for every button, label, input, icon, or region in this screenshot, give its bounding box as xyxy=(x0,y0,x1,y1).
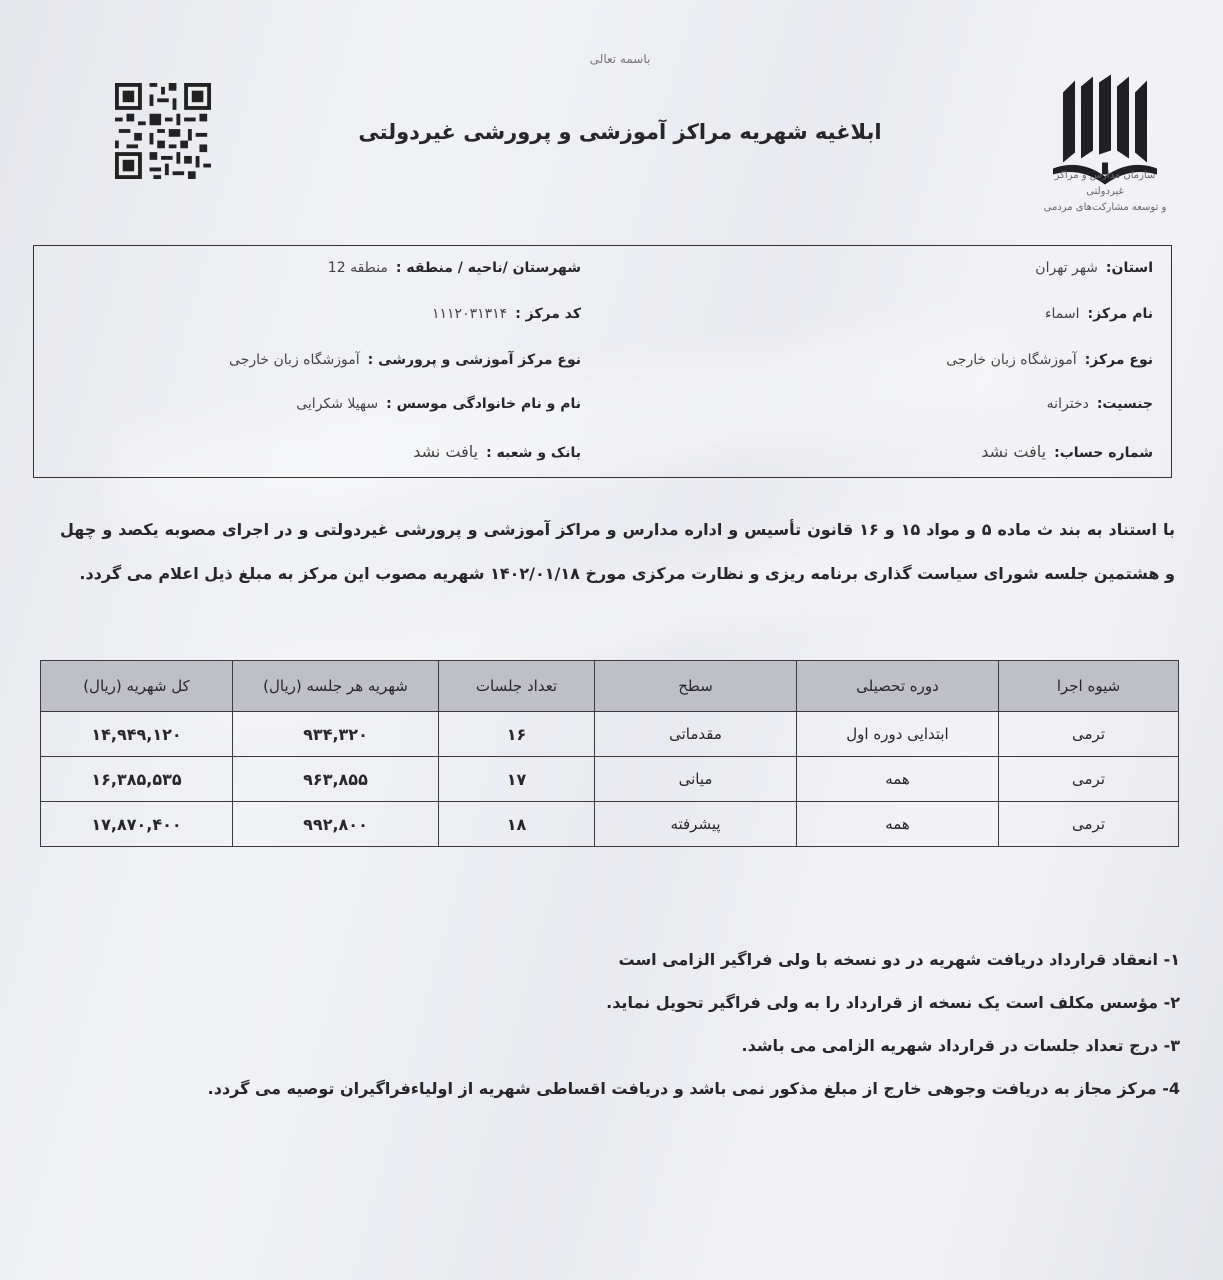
qr-code-icon xyxy=(113,83,213,179)
cell-session-count: ۱۷ xyxy=(439,757,595,802)
cell-delivery-method: ترمی xyxy=(999,757,1179,802)
cell-total-fee: ۱۶,۳۸۵,۵۳۵ xyxy=(41,757,233,802)
center-name-field: نام مرکز:اسماء xyxy=(1044,306,1153,322)
table-row xyxy=(41,802,1179,847)
logo-caption: سازمان مدارس و مراکز غیردولتی و توسعه مشارکت‌های مردمی xyxy=(1043,170,1167,213)
cell-delivery-method: ترمی xyxy=(999,802,1179,847)
center-type-field: نوع مرکز:آموزشگاه زبان خارجی xyxy=(946,352,1153,368)
header-session-count: تعداد جلسات xyxy=(439,661,595,712)
decree-paragraph: با استناد به بند ث ماده ۵ و مواد ۱۵ و ۱۶ قانون تأسیس و اداره مدارس و مراکز آموزشی و پرورشی غیردولتی و در اجرای مصوبه یکصد و چهل و هشتمین جلسه شورای سیاست گذاری برنامه ریزی و نظارت مرکزی مورخ ۱۴۰۲/۰۱/۱۸ شهریه مصوب این مرکز به مبلغ ذیل اعلام می گردد. xyxy=(60,520,1176,583)
edu-center-type-field: نوع مرکز آموزشی و پرورشی :آموزشگاه زبان خارجی xyxy=(229,352,581,368)
header-total-fee: کل شهریه (ریال) xyxy=(41,661,233,712)
cell-session-count: ۱۶ xyxy=(439,712,595,757)
note-item: ۲- مؤسس مکلف است یک نسخه از قرارداد را به ولی فراگیر تحویل نماید. xyxy=(606,993,1180,1012)
tuition-table xyxy=(40,660,1179,847)
document-title: ابلاغیه شهریه مراکز آموزشی و پرورشی غیردولتی xyxy=(358,120,882,144)
bank-branch-field: بانک و شعبه :یافت نشد xyxy=(413,442,581,461)
table-header-row xyxy=(41,661,1179,712)
header-level: سطح xyxy=(595,661,797,712)
note-item: 4- مرکز مجاز به دریافت وجوهی خارج از مبلغ مذکور نمی باشد و دریافت اقساطی شهریه از اولیاءفراگیران توصیه می گردد. xyxy=(207,1079,1180,1098)
table-row xyxy=(41,712,1179,757)
header-education-period: دوره تحصیلی xyxy=(797,661,999,712)
center-code-field: کد مرکز :۱۱۱۲۰۳۱۳۱۴ xyxy=(431,306,581,322)
cell-education-period: همه xyxy=(797,757,999,802)
gender-field: جنسیت:دخترانه xyxy=(1046,396,1153,412)
header-fee-per-session: شهریه هر جلسه (ریال) xyxy=(233,661,439,712)
header-delivery-method: شیوه اجرا xyxy=(999,661,1179,712)
cell-fee-per-session: ۹۶۳,۸۵۵ xyxy=(233,757,439,802)
cell-fee-per-session: ۹۹۲,۸۰۰ xyxy=(233,802,439,847)
notes-list xyxy=(150,938,1180,1110)
basmala: باسمه تعالی xyxy=(589,52,651,66)
cell-fee-per-session: ۹۳۴,۳۲۰ xyxy=(233,712,439,757)
cell-education-period: همه xyxy=(797,802,999,847)
founder-field: نام و نام خانوادگی موسس :سهیلا شکرایی xyxy=(296,396,581,412)
cell-level: پیشرفته xyxy=(595,802,797,847)
cell-delivery-method: ترمی xyxy=(999,712,1179,757)
account-number-field: شماره حساب:یافت نشد xyxy=(981,442,1153,461)
cell-total-fee: ۱۴,۹۴۹,۱۲۰ xyxy=(41,712,233,757)
center-info-box xyxy=(33,245,1172,478)
cell-level: مقدماتی xyxy=(595,712,797,757)
province-field: استان:شهر تهران xyxy=(1035,260,1153,276)
cell-education-period: ابتدایی دوره اول xyxy=(797,712,999,757)
cell-total-fee: ۱۷,۸۷۰,۴۰۰ xyxy=(41,802,233,847)
county-field: شهرستان /ناحیه / منطقه :منطقه 12 xyxy=(327,260,581,276)
cell-session-count: ۱۸ xyxy=(439,802,595,847)
cell-level: میانی xyxy=(595,757,797,802)
note-item: ۱- انعقاد قرارداد دریافت شهریه در دو نسخه با ولی فراگیر الزامی است xyxy=(618,950,1180,969)
note-item: ۳- درج تعداد جلسات در قرارداد شهریه الزامی می باشد. xyxy=(741,1036,1180,1055)
table-row xyxy=(41,757,1179,802)
